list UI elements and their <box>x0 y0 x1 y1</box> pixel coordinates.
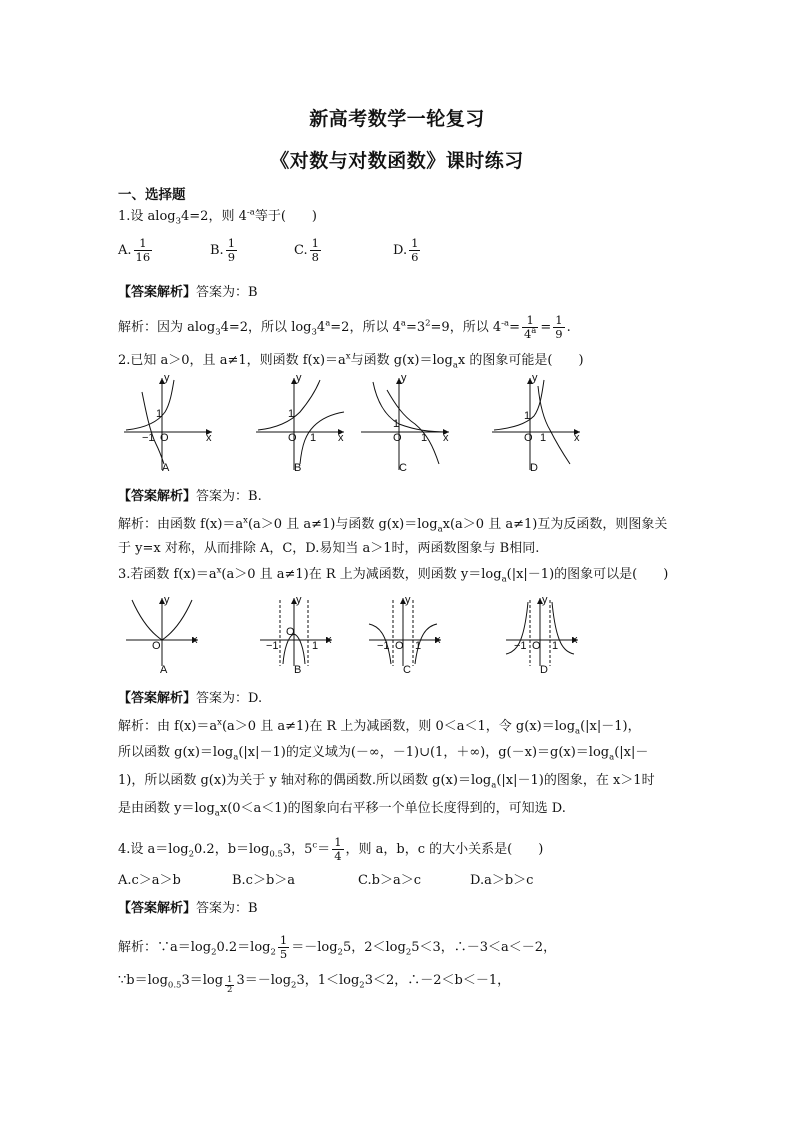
q4-answer: 【答案解析】答案为：B <box>118 901 258 916</box>
question-2-stem: 2.已知 a＞0，且 a≠1，则函数 $f(x)=a^x$与函数 $g(x)=\log_ax$ 的图象可能是( ) <box>118 351 584 371</box>
q1-option-a[interactable]: A. $\frac{1}{16}$ <box>118 236 151 264</box>
q1-option-c[interactable]: C. $\frac{1}{8}$ <box>294 236 319 264</box>
q2-analysis-line1: 解析：由函数 $f(x)=a^x(a>0$ 且 a≠1)与函数 $g(x)=\log_ax(a>0$ 且 a≠1)互为反函数，则图象关 <box>118 515 668 535</box>
q4-option-a[interactable]: A.c＞a＞b <box>118 873 181 888</box>
q1-option-b[interactable]: B. $\frac{1}{9}$ <box>210 236 236 264</box>
q4-option-c[interactable]: C.b＞a＞c <box>358 873 421 888</box>
q3-analysis-line1: 解析：由 $f(x)=a^x(a>0$ 且 a≠1)在 R 上为减函数，则 0＜a＜1，令 $g(x)=\log_a(|x|-1)$， <box>118 717 641 737</box>
q2-graph-a[interactable]: x y 1 −1 O A <box>120 372 220 474</box>
q3-graph-b[interactable]: x y −1 O 1 B <box>266 594 332 676</box>
q3-graph-a[interactable]: x y O A <box>122 594 206 678</box>
q2-graph-b[interactable]: x y 1 O 1 B <box>252 372 352 474</box>
question-4-stem: 4.设 $a=\log_20.2$，$b=\log_{0.5}3$，$5^c=$ $\frac{1}{4}$ ，则 a，b，c 的大小关系是( ) <box>118 835 544 863</box>
question-3-stem: 3.若函数 $f(x)=a^x(a>0$ 且 a≠1)在 R 上为减函数，则函数 $y=\log_a(|x|-1)$的图象可以是( ) <box>118 565 669 585</box>
question-1-stem: 1.设 alog$_3$4=2，则 $4^{-a}$等于( ) <box>118 207 317 227</box>
q4-analysis-line2: $\because b=\log_{0.5}3=\log$ $_{\frac{1}{2}}$ $3=-\log_23$，$1<\log_23<2$，∴－2＜b＜－1， <box>118 973 511 995</box>
q2-graph-d[interactable]: x y 1 O 1 D <box>488 372 588 474</box>
q4-option-d[interactable]: D.a＞b＞c <box>470 873 534 888</box>
q3-graph-d[interactable]: x y −1 O 1 D <box>502 594 586 678</box>
q1-analysis: 解析：因为 alog$_3$4=2，所以 $\log_34^a=2$，所以 $4^a=3^2=9$，所以 $4^{-a}=$ $\frac{1}{4^a}$ = $\frac{1}{9}$ . <box>118 313 571 341</box>
q3-analysis-line4: 是由函数 $y=\log_ax(0<a<1)$的图象向右平移一个单位长度得到的，可知选 D. <box>118 801 566 819</box>
q3-answer: 【答案解析】答案为：D. <box>118 691 263 706</box>
q1-answer: 【答案解析】答案为：B <box>118 285 258 300</box>
section-heading: 一、选择题 <box>118 187 186 203</box>
q2-analysis-line2: 于 y=x 对称，从而排除 A，C，D.易知当 a＞1时，两函数图象与 B相同. <box>118 541 540 556</box>
q3-analysis-line2: 所以函数 $g(x)=\log_a(|x|-1)$的定义域为(－∞，－1)∪(1，＋∞)，$g(-x)=g(x)=\log_a(|x|-$ <box>118 745 649 763</box>
q1-option-d[interactable]: D. $\frac{1}{6}$ <box>393 236 419 264</box>
q4-analysis-line1: 解析：$\because a=\log_20.2=\log_2$ $\frac{1}{5}$ $=-\log_25$，$2<\log_25<3$，∴－3＜a＜－2， <box>118 933 557 961</box>
q2-answer: 【答案解析】答案为：B. <box>118 489 262 504</box>
q2-graph-c[interactable]: x y 1 O 1 C <box>357 372 457 474</box>
q4-option-b[interactable]: B.c＞b＞a <box>232 873 296 888</box>
q3-graph-c[interactable]: x y −1 O 1 C <box>365 594 449 678</box>
q3-analysis-line3: 1)，所以函数 g(x)为关于 y 轴对称的偶函数.所以函数 $g(x)=\log_a(|x|-1)$的图象，在 x＞1时 <box>118 773 655 791</box>
page-subtitle: 《对数与对数函数》课时练习 <box>270 150 524 172</box>
page-title: 新高考数学一轮复习 <box>309 108 485 130</box>
